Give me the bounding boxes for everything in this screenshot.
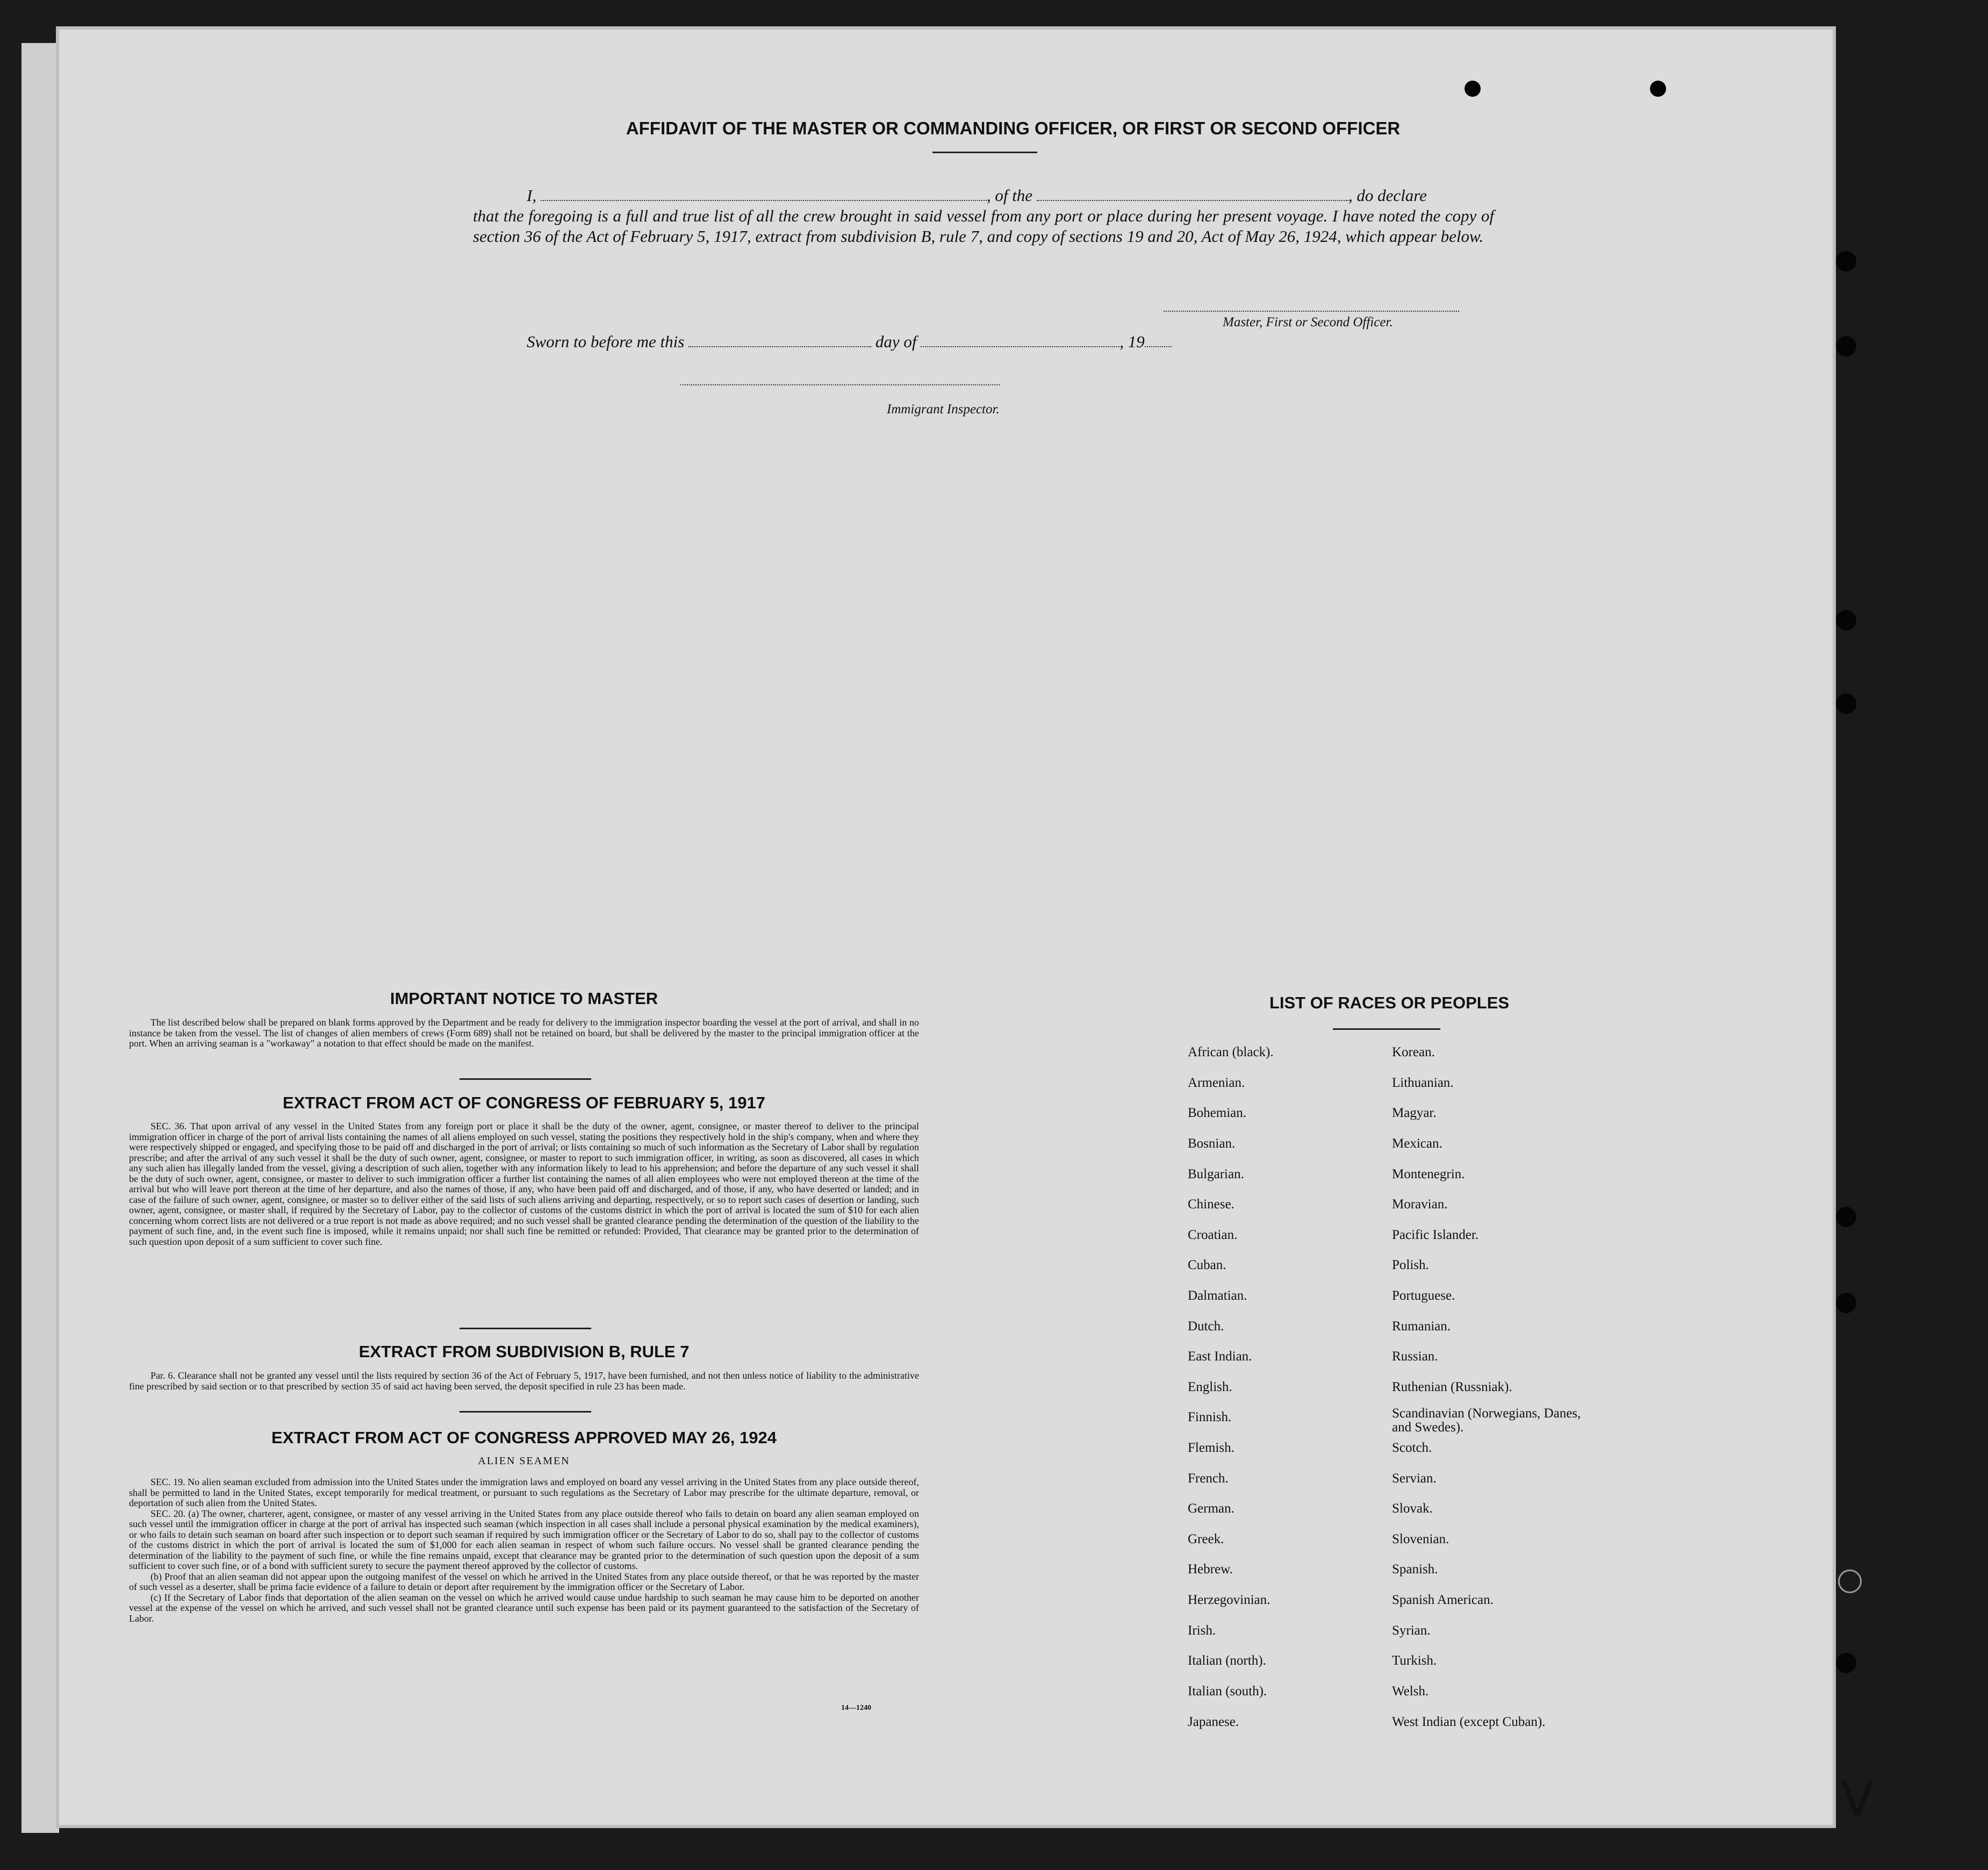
punch-hole — [1836, 251, 1856, 271]
punch-hole — [1836, 1207, 1856, 1227]
subdivision-b-title: EXTRACT FROM SUBDIVISION B, RULE 7 — [358, 1342, 690, 1361]
race-item: Polish. — [1392, 1258, 1429, 1272]
race-item: English. — [1188, 1380, 1232, 1394]
divider — [1333, 1028, 1440, 1030]
extract-1917-title: EXTRACT FROM ACT OF CONGRESS OF FEBRUARY 5, 1917 — [283, 1093, 765, 1112]
race-item: Chinese. — [1188, 1197, 1235, 1212]
inspector-signature-line — [680, 384, 1000, 385]
races-title: LIST OF RACES OR PEOPLES — [1269, 993, 1510, 1012]
race-item: Bulgarian. — [1188, 1167, 1244, 1181]
race-item: Bosnian. — [1188, 1136, 1236, 1151]
name-blank — [541, 188, 987, 201]
race-item: Hebrew. — [1188, 1562, 1233, 1577]
race-item: Lithuanian. — [1392, 1076, 1454, 1090]
divider — [460, 1328, 591, 1329]
race-item: German. — [1188, 1501, 1235, 1516]
inspector-label: Immigrant Inspector. — [887, 402, 1000, 417]
race-item: African (black). — [1188, 1045, 1274, 1059]
race-item: Montenegrin. — [1392, 1167, 1465, 1181]
master-label: Master, First or Second Officer. — [1223, 315, 1393, 329]
extract-1924-text — [129, 1477, 919, 1624]
race-item: Slovak. — [1392, 1501, 1433, 1516]
race-item: Spanish. — [1392, 1562, 1438, 1577]
race-item: Moravian. — [1392, 1197, 1448, 1212]
punch-hole — [1838, 1570, 1862, 1593]
master-signature-line — [1164, 311, 1459, 312]
race-item: Finnish. — [1188, 1410, 1232, 1424]
extract-1924-title: EXTRACT FROM ACT OF CONGRESS APPROVED MAY 26, 1924 — [271, 1428, 777, 1447]
race-item: Armenian. — [1188, 1076, 1245, 1090]
race-item: Dalmatian. — [1188, 1288, 1247, 1303]
punch-hole — [1836, 610, 1856, 631]
race-item: Pacific Islander. — [1392, 1228, 1479, 1242]
divider — [932, 152, 1037, 153]
day-blank — [688, 334, 871, 347]
race-item: Italian (north). — [1188, 1653, 1266, 1668]
sec-20c: (c) If the Secretary of Labor finds that deportation of the alien seaman on the vessel on which he arrived would cause undue hardship to such seaman he may cause him to be deported on another vessel at the expense of the vessel on which he arrived, and such vessel shall not be granted clearance until such expense has been paid or its payment guaranteed to the satisfaction of the Secretary of Labor. — [129, 1592, 919, 1624]
race-item: Italian (south). — [1188, 1684, 1267, 1699]
race-item: Croatian. — [1188, 1228, 1238, 1242]
race-item: Rumanian. — [1392, 1319, 1451, 1334]
affidavit-text — [473, 185, 1494, 247]
race-item: French. — [1188, 1471, 1229, 1486]
subdivision-b-text: Par. 6. Clearance shall not be granted any vessel until the lists required by section 36 of the Act of February 5, 1917, have been furnished, and not then unless notice of liability to the administrative fine prescribed by said section or to that prescribed by section 35 of said act having been served, the deposit specified in rule 23 has been made. — [129, 1370, 919, 1392]
race-item: Herzegovinian. — [1188, 1593, 1271, 1607]
race-item: Irish. — [1188, 1623, 1216, 1638]
race-item: Dutch. — [1188, 1319, 1224, 1334]
race-item: Servian. — [1392, 1471, 1437, 1486]
sec-20b: (b) Proof that an alien seaman did not appear upon the outgoing manifest of the vessel on which he arrived in the United States from any place outside thereof, or that he was reported by the master of such vessel as a deserter, shall be prima facie evidence of a failure to detain or deport after requirement by the immigration officer or the Secretary of Labor. — [129, 1571, 919, 1592]
divider — [460, 1411, 591, 1413]
check-mark: V — [1841, 1771, 1874, 1828]
punch-hole — [1836, 693, 1856, 714]
affidavit-first-line: I, , of the , do declare — [527, 186, 1427, 205]
race-item: Mexican. — [1392, 1136, 1442, 1151]
affidavit-title: AFFIDAVIT OF THE MASTER OR COMMANDING OFFICER, OR FIRST OR SECOND OFFICER — [626, 118, 1401, 138]
divider — [460, 1078, 591, 1080]
sworn-line: Sworn to before me this day of , 19 — [527, 332, 1172, 352]
vessel-blank — [1037, 188, 1348, 201]
notice-text: The list described below shall be prepared on blank forms approved by the Department and be ready for delivery to the immigration inspector boarding the vessel at the port of arrival, and shall in no instance be taken from the vessel. The list of changes of alien members of crews (Form 689) shall not be retained on board, but shall be delivered by the master to the principal immigration officer at the port. When an arriving seaman is a "workaway" a notation to that effect should be made on the manifest. — [129, 1017, 919, 1049]
race-item: Japanese. — [1188, 1715, 1239, 1729]
month-blank — [921, 334, 1119, 347]
race-item: Welsh. — [1392, 1684, 1429, 1699]
page-edge — [21, 43, 59, 1833]
race-item: Flemish. — [1188, 1441, 1235, 1455]
race-item: Turkish. — [1392, 1653, 1437, 1668]
race-item: Scotch. — [1392, 1441, 1432, 1455]
race-item: East Indian. — [1188, 1349, 1252, 1364]
race-item: Spanish American. — [1392, 1593, 1494, 1607]
race-item: Magyar. — [1392, 1106, 1437, 1120]
race-item: Bohemian. — [1188, 1106, 1247, 1120]
punch-hole — [1465, 81, 1481, 97]
year-blank — [1145, 334, 1172, 347]
punch-hole — [1836, 336, 1856, 356]
race-item: Ruthenian (Russniak). — [1392, 1380, 1512, 1394]
race-item: Scandinavian (Norwegians, Danes, and Swedes). — [1392, 1406, 1581, 1435]
notice-title: IMPORTANT NOTICE TO MASTER — [390, 989, 658, 1008]
race-item: Korean. — [1392, 1045, 1435, 1059]
extract-1917-text: SEC. 36. That upon arrival of any vessel in the United States from any foreign port or place it shall be the duty of the owner, agent, consignee, or master thereof to deliver to the principal immigration officer in charge of the port of arrival lists containing the names of all aliens employed on such vessel, stating the positions they respectively hold in the ship's company, when and where they were respectively shipped or engaged, and specifying those to be paid off and discharged in the port of arrival; or lists containing so much of such information as the Secretary of Labor shall by regulation prescribe; and after the arrival of any such vessel it shall be the duty of such owner, agent, consignee, or master to report to such immigration officer, in writing, as soon as discovered, all cases in which any such alien has illegally landed from the vessel, giving a description of such alien, together with any information likely to lead to his apprehension; and before the departure of any such vessel it shall be the duty of such owner, agent, consignee, or master to deliver to such immigration officer a further list containing the names of all alien employees who were not employed thereon at the time of the arrival but who will leave port thereon at the time of her departure, and also the names of those, if any, who have been paid off and discharged, and of those, if any, who have deserted or landed; and in case of the failure of such owner, agent, consignee, or master so to deliver either of the said lists of such aliens arriving and departing, respectively, or so to report such cases of desertion or landing, such owner, agent, consignee, or master shall, if required by the Secretary of Labor, pay to the collector of customs of the customs district in which the port of arrival is located the sum of $10 for each alien concerning whom correct lists are not delivered or a true report is not made as above required; and no such vessel shall be granted clearance pending the determination of the question of the liability to the payment of such fine, and, in the event such fine is imposed, while it remains unpaid; nor shall such fine be remitted or refunded: Provided, That clearance may be granted prior to the determination of such question upon deposit of a sum sufficient to cover such fine. — [129, 1121, 919, 1247]
affidavit-body: that the foregoing is a full and true list of all the crew brought in said vessel from any port or place during her present voyage. I have noted the copy of section 36 of the Act of February 5, 1917, extract from subdivision B, rule 7, and copy of sections 19 and 20, Act of May 26, 1924, which appear below. — [473, 206, 1494, 246]
sec-20a: SEC. 20. (a) The owner, charterer, agent, consignee, or master of any vessel arriving in the United States from any place outside thereof who fails to detain on board any alien seaman employed on such vessel until the immigration officer in charge at the port of arrival has inspected such seaman (which inspection in all cases shall include a personal physical examination by the medical examiners), or who fails to detain such seaman on board after such inspection or to deport such seaman if required by such immigration officer or the Secretary of Labor to do so, shall pay to the collector of customs of the customs district in which the port of arrival is located the sum of $1,000 for each alien seaman in respect of whom such failure occurs. No vessel shall be granted clearance pending the determination of the liability to the payment of such fine, or while the fine remains unpaid, except that clearance may be granted prior to the determination of such question upon the deposit of a sum sufficient to cover such fine, or of a bond with sufficient surety to secure the payment thereof approved by the collector of customs. — [129, 1508, 919, 1571]
punch-hole — [1836, 1293, 1856, 1313]
race-item: Portuguese. — [1392, 1288, 1455, 1303]
form-number: 14—1240 — [841, 1704, 871, 1712]
race-item: Syrian. — [1392, 1623, 1431, 1638]
race-item: Greek. — [1188, 1532, 1224, 1546]
race-item: Cuban. — [1188, 1258, 1226, 1272]
punch-hole — [1836, 1653, 1856, 1673]
alien-seamen-heading: ALIEN SEAMEN — [478, 1455, 570, 1467]
race-item: Russian. — [1392, 1349, 1438, 1364]
sec-19: SEC. 19. No alien seaman excluded from admission into the United States under the immigration laws and employed on board any vessel arriving in the United States from any place outside thereof, shall be permitted to land in the United States, except temporarily for medical treatment, or pursuant to such regulations as the Secretary of Labor may prescribe for the ultimate departure, removal, or deportation of such alien from the United States. — [129, 1477, 919, 1508]
race-item: West Indian (except Cuban). — [1392, 1715, 1546, 1729]
race-item: Slovenian. — [1392, 1532, 1449, 1546]
punch-hole — [1650, 81, 1666, 97]
